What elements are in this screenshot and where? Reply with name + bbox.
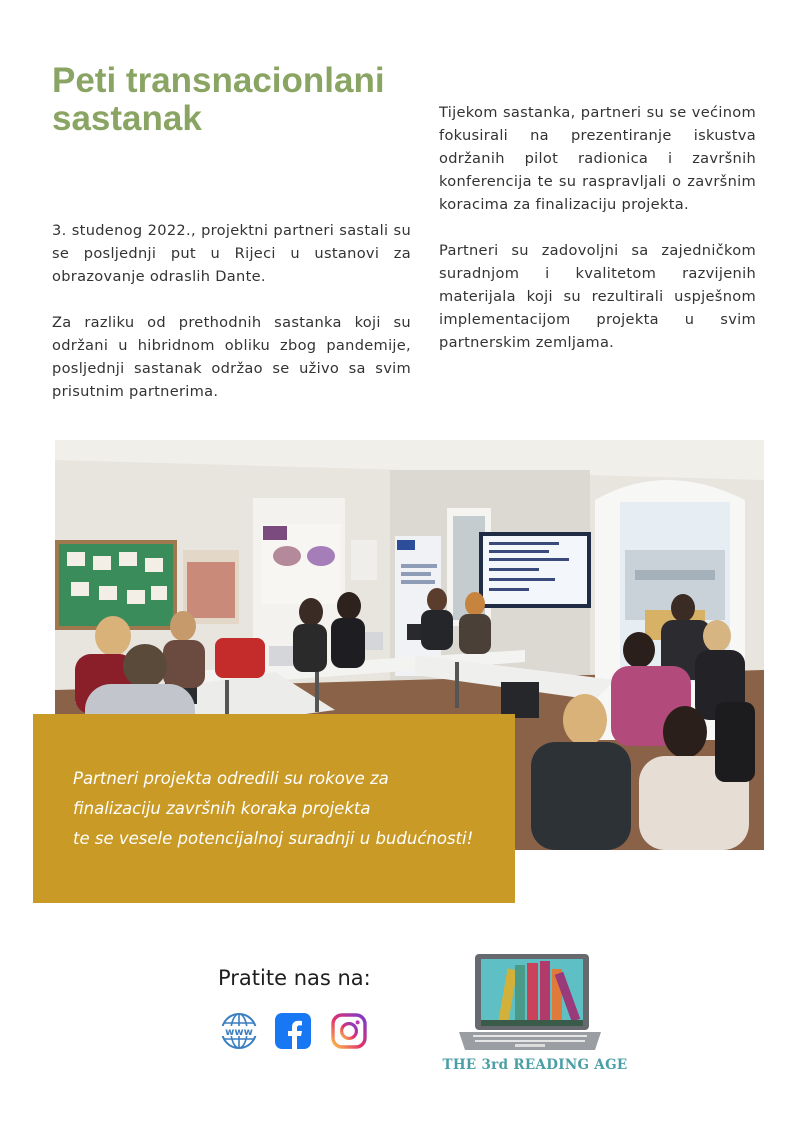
instagram-icon: [330, 1012, 368, 1050]
globe-www-icon: [220, 1012, 258, 1050]
facebook-icon: [274, 1012, 312, 1050]
right-column: [439, 101, 756, 377]
website-link[interactable]: [220, 1012, 258, 1050]
follow-us-label: Pratite nas na:: [218, 966, 371, 990]
www-icon-text: www: [225, 1027, 253, 1038]
quote-box: [33, 714, 515, 903]
reading-age-logo: [455, 952, 605, 1057]
laptop-books-icon: [455, 952, 605, 1057]
left-paragraph-1: 3. studenog 2022., projektni partneri sastali su se posljednji put u Rijeci u ustanovi za obrazovanje odraslih Dante.: [52, 222, 411, 285]
instagram-link[interactable]: [330, 1012, 368, 1050]
quote-line-3: te se vesele potencijalnoj suradnji u budućnosti!: [73, 829, 474, 848]
title-line-2: sastanak: [52, 99, 202, 138]
page-title: [52, 62, 412, 138]
quote-text: [73, 764, 503, 854]
logo-text: THE 3rd READING AGE: [442, 1057, 628, 1073]
left-paragraph-2: Za razliku od prethodnih sastanka koji su održani u hibridnom obliku zbog pandemije, posljednji sastanak održao se uživo sa svim prisutnim partnerima.: [52, 314, 411, 400]
right-paragraph-1: Tijekom sastanka, partneri su se većinom fokusirali na prezentiranje iskustva održanih pilot radionica i završnih konferencija te su raspravljali o završnim koracima za finalizaciju projekta.: [439, 104, 756, 213]
quote-line-2: finalizaciju završnih koraka projekta: [73, 799, 371, 818]
quote-line-1: Partneri projekta odredili su rokove za: [73, 769, 389, 788]
left-column: [52, 219, 411, 426]
facebook-link[interactable]: [274, 1012, 312, 1050]
right-paragraph-2: Partneri su zadovoljni sa zajedničkom suradnjom i kvalitetom razvijenih materijala koji su rezultirali uspješnom implementacijom projekta u svim partnerskim zemljama.: [439, 242, 756, 351]
title-line-1: Peti transnacionlani: [52, 61, 385, 100]
